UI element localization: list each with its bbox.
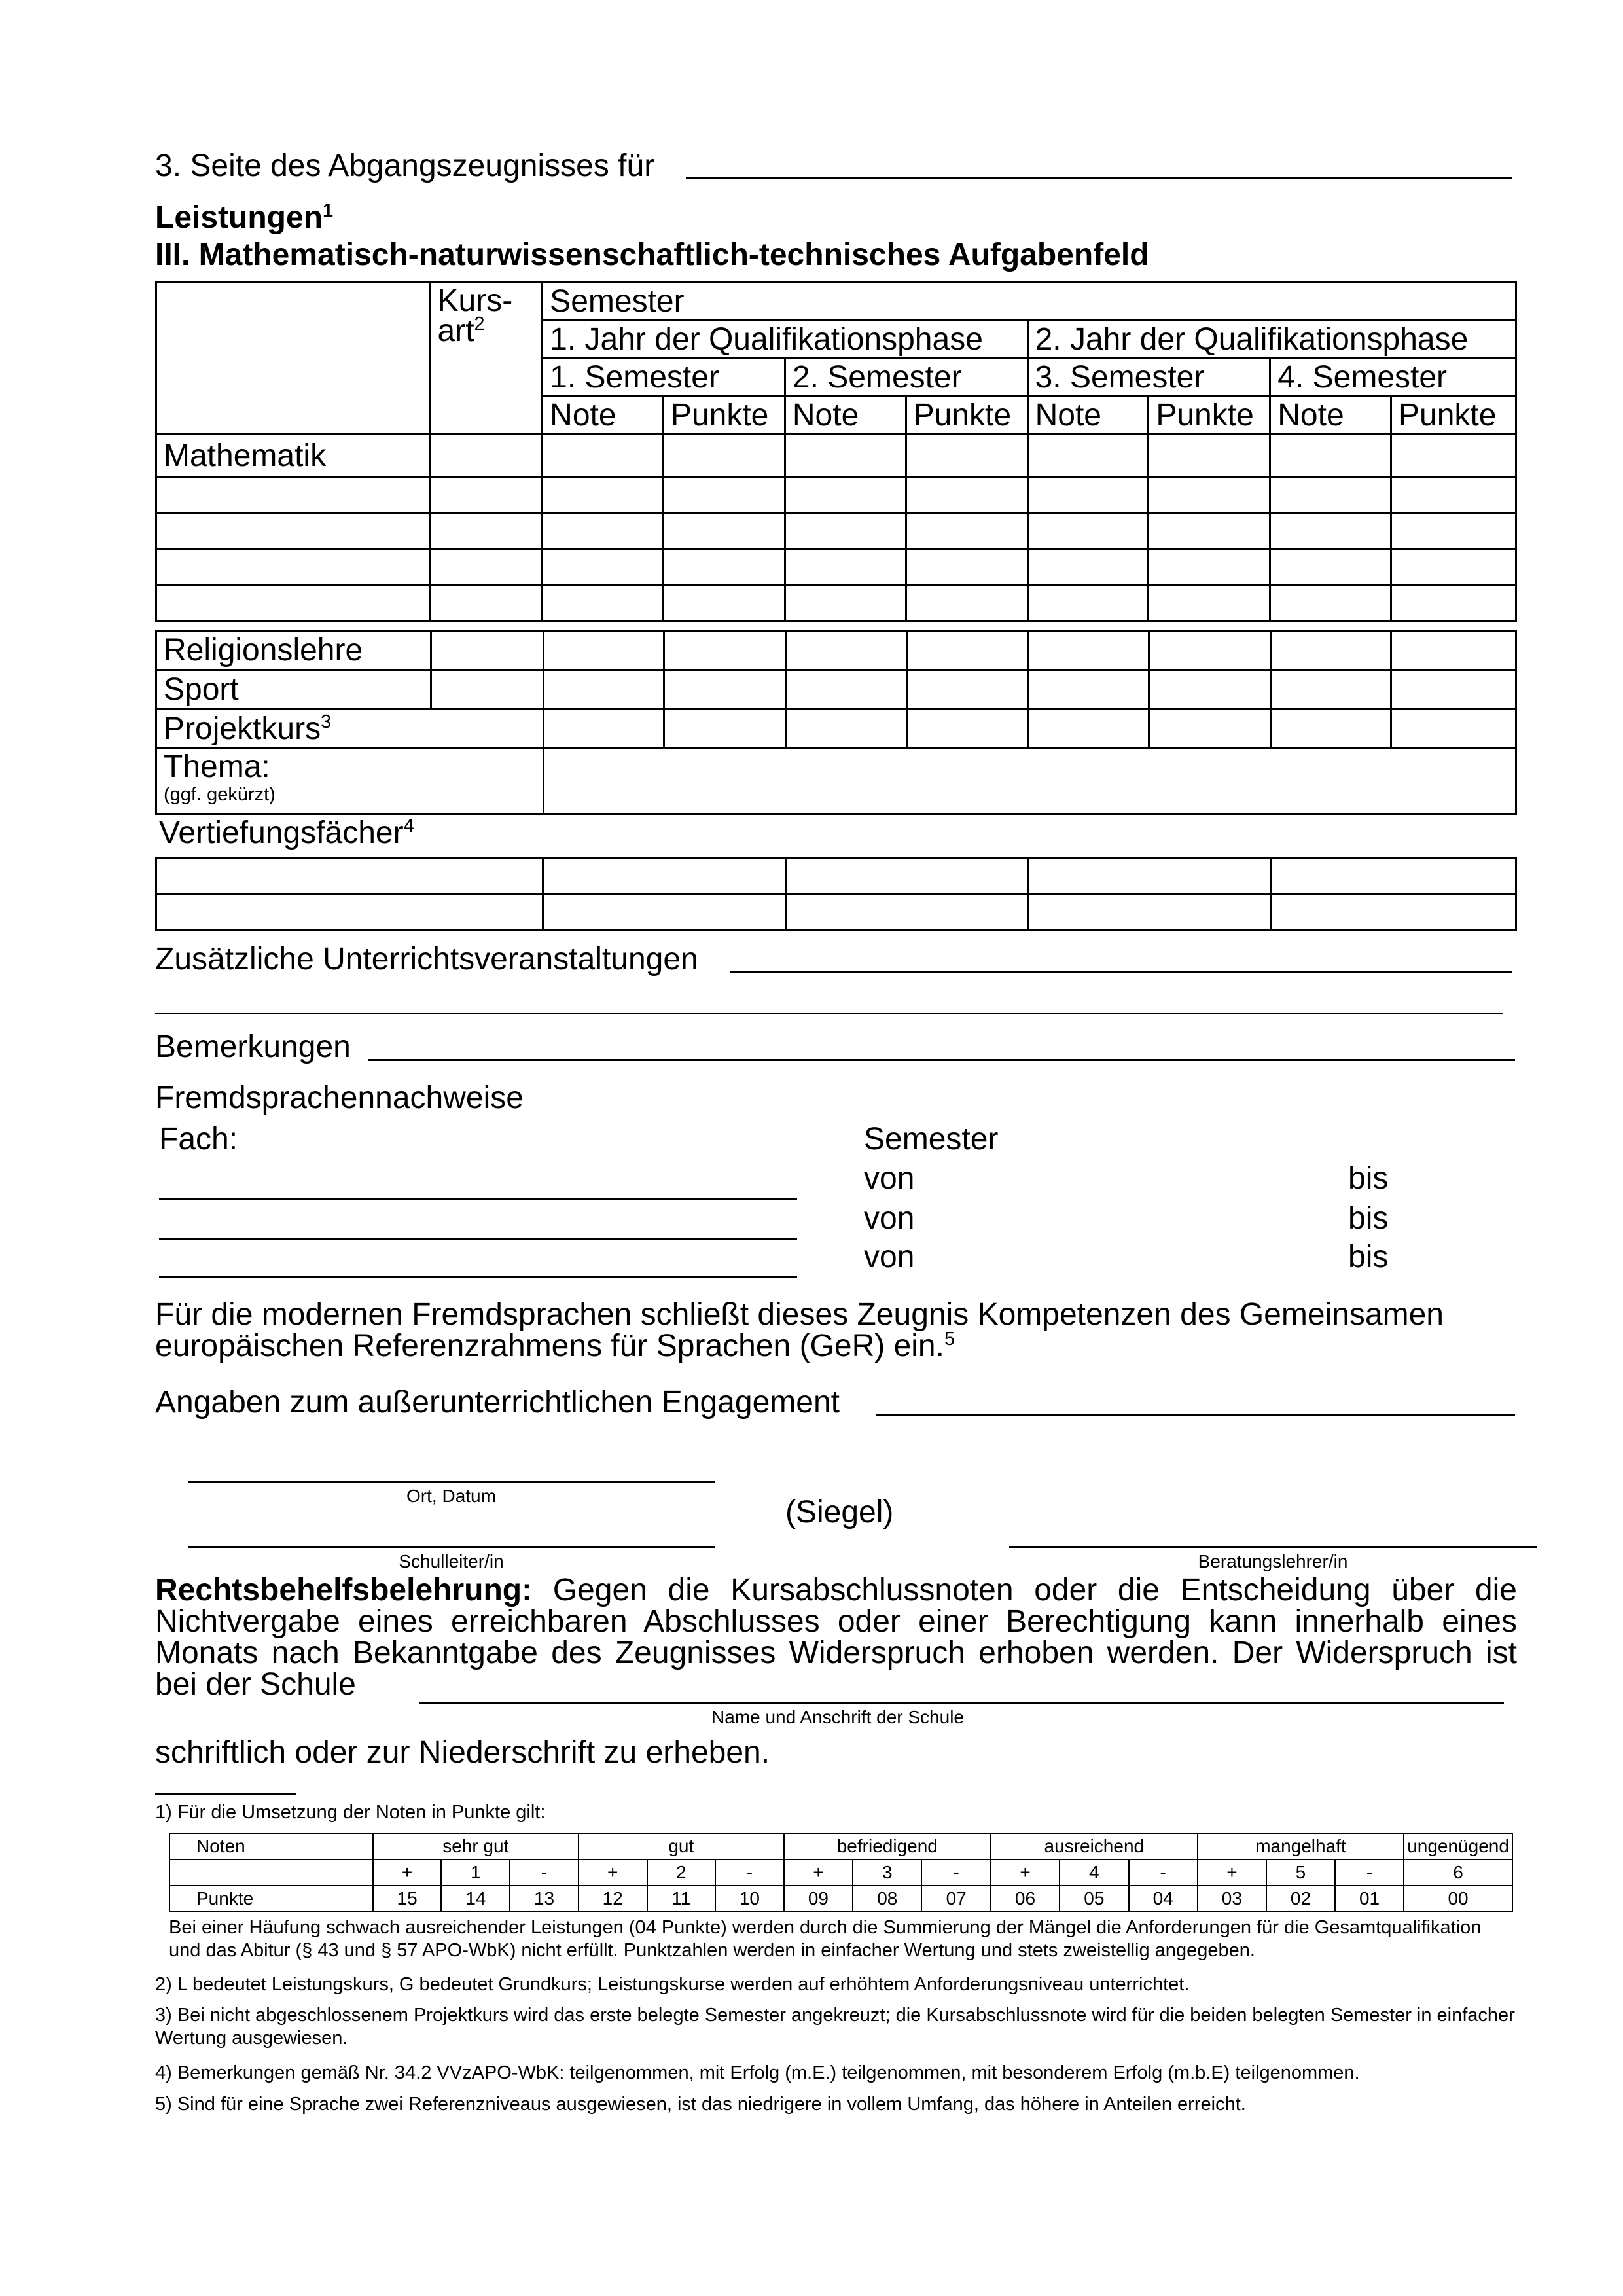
table-row — [156, 895, 1516, 931]
punkte-header: Punkte — [906, 397, 1027, 435]
semester-3-header: 3. Semester — [1027, 359, 1270, 397]
grade-cell[interactable] — [543, 435, 664, 477]
grade-cell[interactable] — [1270, 709, 1391, 749]
vertiefung-cell[interactable] — [543, 895, 785, 931]
kursart-header: Kurs-art$^2$ — [430, 283, 543, 435]
points-cell[interactable] — [663, 585, 785, 621]
points-value: 15 — [373, 1886, 442, 1912]
sign-cell: 1 — [441, 1859, 510, 1886]
table-row — [156, 749, 1516, 814]
points-cell[interactable] — [1391, 585, 1516, 621]
engagement-label: Angaben zum außerunterrichtlichen Engagement — [155, 1385, 840, 1420]
ort-datum-caption: Ort, Datum — [406, 1486, 496, 1506]
von-label: von — [864, 1161, 915, 1196]
vertiefung-cell[interactable] — [785, 895, 1027, 931]
vertiefung-cell[interactable] — [1270, 859, 1516, 895]
grade-cell[interactable] — [1270, 549, 1391, 585]
grade-cell[interactable] — [785, 709, 906, 749]
points-cell[interactable] — [663, 549, 785, 585]
grade-cell[interactable] — [543, 513, 664, 549]
points-value: 09 — [784, 1886, 853, 1912]
table-row — [156, 670, 1516, 709]
subject-cell: Religionslehre — [156, 631, 431, 670]
subject-cell[interactable] — [156, 513, 431, 549]
points-cell[interactable] — [1149, 435, 1270, 477]
footnote-3: 3) Bei nicht abgeschlossenem Projektkurs wird das erste belegte Semester angekreuzt; die Kursabschlussnote wird für die beiden belegten Semester in einfacher Wertung ausgewiesen. — [155, 2005, 1515, 2049]
subject-cell[interactable] — [156, 549, 431, 585]
grade-cell[interactable] — [1028, 631, 1149, 670]
year2-header: 2. Jahr der Qualifikationsphase — [1027, 321, 1516, 359]
schulleiter-caption: Schulleiter/in — [399, 1551, 504, 1571]
points-cell[interactable] — [1391, 631, 1516, 670]
grade-ausreichend: ausreichend — [991, 1833, 1198, 1859]
engagement-line[interactable] — [876, 1414, 1515, 1416]
grade-cell[interactable] — [1270, 631, 1391, 670]
points-cell[interactable] — [1149, 549, 1270, 585]
points-value: 01 — [1335, 1886, 1404, 1912]
fach-label: Fach: — [159, 1122, 238, 1157]
fach-line-1[interactable] — [159, 1198, 797, 1200]
grade-ungenuegend: ungenügend — [1404, 1833, 1512, 1859]
schulleiter-line[interactable] — [188, 1546, 715, 1548]
ort-datum-line[interactable] — [188, 1481, 715, 1483]
note-header: Note — [1027, 397, 1149, 435]
points-cell[interactable] — [906, 549, 1027, 585]
kursart-cell[interactable] — [430, 435, 543, 477]
rechtsbehelf-paragraph: Rechtsbehelfsbelehrung: Gegen die Kursabschlussnoten oder die Entscheidung über die Nichtvergabe eines erreichbaren Abschlusses oder einer Berechtigung kann innerhalb eines Monats nach Bekanntgabe des Zeugnisses Widerspruch erhoben werden. Der Widerspruch ist bei der Schule — [155, 1573, 1517, 1702]
grade-cell[interactable] — [1028, 709, 1149, 749]
points-value: 12 — [579, 1886, 647, 1912]
vertiefung-cell[interactable] — [543, 859, 785, 895]
grade-cell[interactable] — [1027, 549, 1149, 585]
points-value: 13 — [510, 1886, 579, 1912]
sign-cell: + — [991, 1859, 1060, 1886]
subject-header-cell — [156, 283, 431, 435]
recipient-name-line[interactable] — [686, 177, 1512, 179]
zusaetzlich-label: Zusätzliche Unterrichtsveranstaltungen — [155, 942, 698, 977]
subject-cell: Projektkurs$^3$ — [156, 709, 544, 749]
footnote-1-text: Bei einer Häufung schwach ausreichender Leistungen (04 Punkte) werden durch die Summierung der Mängel die Anforderungen für die Gesamtqualifikation und das Abitur (§ 43 und § 57 APO-WbK) nicht erfüllt. Punktzahlen werden in einfacher Wertung und stets zweistellig angegeben. — [169, 1917, 1482, 1961]
punkte-header: Punkte — [1391, 397, 1516, 435]
vertiefung-cell[interactable] — [1270, 895, 1516, 931]
semester-1-header: 1. Semester — [543, 359, 785, 397]
points-cell[interactable] — [1391, 670, 1516, 709]
subject-cell: Sport — [156, 670, 431, 709]
punkte-header: Punkte — [663, 397, 785, 435]
grade-cell[interactable] — [785, 513, 906, 549]
grade-cell[interactable] — [1028, 670, 1149, 709]
points-cell[interactable] — [906, 513, 1027, 549]
footnote-4: 4) Bemerkungen gemäß Nr. 34.2 VVzAPO-WbK: teilgenommen, mit Erfolg (m.E.) teilgenommen, mit besonderem Erfolg (m.b.E) teilgenommen. — [155, 2062, 1360, 2083]
points-cell[interactable] — [1391, 549, 1516, 585]
beratung-caption: Beratungslehrer/in — [1198, 1551, 1348, 1571]
grade-cell[interactable] — [1270, 585, 1391, 621]
points-value: 10 — [715, 1886, 784, 1912]
footnote-5: 5) Sind für eine Sprache zwei Referenzniveaus ausgewiesen, ist das niedrigere in vollem Umfang, das höhere in Anteilen erreicht. — [155, 2094, 1246, 2115]
zusaetzlich-line[interactable] — [730, 971, 1512, 973]
subject-cell[interactable] — [156, 477, 431, 513]
grade-cell[interactable] — [543, 631, 664, 670]
grade-mangelhaft: mangelhaft — [1198, 1833, 1404, 1859]
grade-cell[interactable] — [1027, 585, 1149, 621]
sign-cell: + — [373, 1859, 442, 1886]
thema-label-cell: Thema: (ggf. gekürzt) — [156, 749, 544, 814]
points-cell[interactable] — [663, 513, 785, 549]
bemerkungen-line[interactable] — [368, 1059, 1515, 1061]
grade-cell[interactable] — [785, 670, 906, 709]
kursart-cell[interactable] — [430, 549, 543, 585]
grade-cell[interactable] — [1270, 477, 1391, 513]
semester-2-header: 2. Semester — [785, 359, 1027, 397]
kursart-cell[interactable] — [430, 513, 543, 549]
beratung-line[interactable] — [1009, 1546, 1537, 1548]
points-cell[interactable] — [663, 477, 785, 513]
points-cell[interactable] — [1149, 631, 1270, 670]
sign-cell: 3 — [853, 1859, 921, 1886]
grades-table — [155, 281, 1517, 622]
points-cell[interactable] — [664, 670, 786, 709]
vertiefung-cell[interactable] — [1028, 859, 1270, 895]
points-value: 02 — [1266, 1886, 1335, 1912]
grade-cell[interactable] — [543, 549, 664, 585]
vertiefung-label: Vertiefungsfächer$^4$ — [159, 816, 414, 850]
points-cell[interactable] — [1149, 477, 1270, 513]
grade-cell[interactable] — [785, 549, 906, 585]
sign-cell: 6 — [1404, 1859, 1512, 1886]
year1-header: 1. Jahr der Qualifikationsphase — [543, 321, 1027, 359]
bis-label: bis — [1348, 1240, 1389, 1274]
grade-cell[interactable] — [1027, 435, 1149, 477]
grade-cell[interactable] — [785, 631, 906, 670]
vertiefung-cell[interactable] — [156, 859, 543, 895]
bis-label: bis — [1348, 1201, 1389, 1236]
fach-line-3[interactable] — [159, 1276, 797, 1278]
vertiefung-cell[interactable] — [1028, 895, 1270, 931]
subject-cell: Mathematik — [156, 435, 431, 477]
vertiefung-cell[interactable] — [785, 859, 1027, 895]
sign-cell: - — [921, 1859, 990, 1886]
grade-gut: gut — [579, 1833, 784, 1859]
points-cell[interactable] — [663, 435, 785, 477]
sign-cell: + — [784, 1859, 853, 1886]
points-cell[interactable] — [1149, 670, 1270, 709]
semester-label: Semester — [864, 1122, 999, 1157]
points-cell[interactable] — [1149, 585, 1270, 621]
sign-cell: + — [1198, 1859, 1266, 1886]
note-header: Note — [1270, 397, 1391, 435]
schule-line[interactable] — [419, 1702, 1504, 1704]
page-heading: 3. Seite des Abgangszeugnisses für — [155, 149, 655, 183]
points-value: 04 — [1129, 1886, 1198, 1912]
table-row — [156, 435, 1516, 477]
footnote-1: 1) Für die Umsetzung der Noten in Punkte gilt: — [155, 1802, 546, 1823]
grade-cell[interactable] — [1270, 513, 1391, 549]
points-value: 00 — [1404, 1886, 1512, 1912]
sign-cell: - — [1335, 1859, 1404, 1886]
table-row — [156, 709, 1516, 749]
points-cell[interactable] — [1391, 709, 1516, 749]
points-value: 03 — [1198, 1886, 1266, 1912]
points-cell[interactable] — [906, 435, 1027, 477]
points-cell[interactable] — [906, 670, 1028, 709]
fach-line-2[interactable] — [159, 1238, 797, 1240]
points-value: 07 — [921, 1886, 990, 1912]
points-cell[interactable] — [906, 631, 1028, 670]
grade-cell[interactable] — [543, 477, 664, 513]
grade-cell[interactable] — [1027, 477, 1149, 513]
points-value: 06 — [991, 1886, 1060, 1912]
points-value: 14 — [441, 1886, 510, 1912]
semester-4-header: 4. Semester — [1270, 359, 1516, 397]
grade-cell[interactable] — [1027, 513, 1149, 549]
points-cell[interactable] — [906, 709, 1028, 749]
von-label: von — [864, 1240, 915, 1274]
sign-cell: + — [579, 1859, 647, 1886]
sign-cell: 4 — [1060, 1859, 1128, 1886]
sign-cell: 5 — [1266, 1859, 1335, 1886]
grade-cell[interactable] — [1270, 435, 1391, 477]
bemerkungen-label: Bemerkungen — [155, 1030, 351, 1064]
points-value: 08 — [853, 1886, 921, 1912]
points-value: 11 — [647, 1886, 716, 1912]
siegel-label: (Siegel) — [785, 1495, 894, 1530]
sign-cell: - — [1129, 1859, 1198, 1886]
grade-cell[interactable] — [785, 477, 906, 513]
vertiefung-table — [155, 857, 1517, 931]
fremdsprachen-title: Fremdsprachennachweise — [155, 1081, 524, 1115]
thema-input[interactable] — [543, 749, 1516, 814]
kursart-cell[interactable] — [430, 477, 543, 513]
points-cell[interactable] — [1391, 435, 1516, 477]
table-row — [156, 859, 1516, 895]
points-cell[interactable] — [1149, 709, 1270, 749]
grade-cell[interactable] — [1270, 670, 1391, 709]
ger-paragraph: Für die modernen Fremdsprachen schließt dieses Zeugnis Kompetenzen des Gemeinsamen europäischen Referenzrahmens für Sprachen (GeR) ein.$^5$ — [155, 1297, 1444, 1363]
grade-cell[interactable] — [543, 585, 664, 621]
points-cell[interactable] — [906, 585, 1027, 621]
points-cell[interactable] — [906, 477, 1027, 513]
sign-cell: - — [510, 1859, 579, 1886]
empty-cell — [169, 1859, 373, 1886]
points-cell[interactable] — [1149, 513, 1270, 549]
field-title: III. Mathematisch-naturwissenschaftlich-technisches Aufgabenfeld — [155, 238, 1149, 272]
punkte-header: Punkte — [1149, 397, 1270, 435]
zusaetzlich-line-2[interactable] — [155, 1013, 1503, 1014]
table-row — [156, 631, 1516, 670]
points-cell[interactable] — [1391, 477, 1516, 513]
kursart-cell[interactable] — [430, 585, 543, 621]
additional-subjects-table — [155, 630, 1517, 815]
grade-conversion-table — [169, 1833, 1513, 1912]
kursart-cell[interactable] — [431, 670, 543, 709]
rechtsbehelf-end: schriftlich oder zur Niederschrift zu erheben. — [155, 1735, 770, 1770]
sign-cell: - — [715, 1859, 784, 1886]
punkte-header: Punkte — [169, 1886, 373, 1912]
kursart-cell[interactable] — [431, 631, 543, 670]
noten-header: Noten — [169, 1833, 373, 1859]
points-cell[interactable] — [664, 709, 786, 749]
sign-cell: 2 — [647, 1859, 716, 1886]
grade-sehr-gut: sehr gut — [373, 1833, 579, 1859]
points-cell[interactable] — [1391, 513, 1516, 549]
grade-cell[interactable] — [785, 585, 906, 621]
grade-cell[interactable] — [543, 670, 664, 709]
vertiefung-cell[interactable] — [156, 895, 543, 931]
schule-caption: Name und Anschrift der Schule — [711, 1707, 964, 1727]
points-value: 05 — [1060, 1886, 1128, 1912]
table-row — [156, 549, 1516, 585]
points-cell[interactable] — [664, 631, 786, 670]
grade-cell[interactable] — [543, 709, 664, 749]
table-row — [156, 477, 1516, 513]
grade-befriedigend: befriedigend — [784, 1833, 991, 1859]
semester-header: Semester — [543, 283, 1516, 321]
table-row — [156, 585, 1516, 621]
grade-cell[interactable] — [785, 435, 906, 477]
table-row — [156, 513, 1516, 549]
von-label: von — [864, 1201, 915, 1236]
subject-cell[interactable] — [156, 585, 431, 621]
footnote-separator — [155, 1793, 296, 1795]
note-header: Note — [785, 397, 906, 435]
footnote-2: 2) L bedeutet Leistungskurs, G bedeutet Grundkurs; Leistungskurse werden auf erhöhtem Anforderungsniveau unterrichtet. — [155, 1974, 1190, 1995]
bis-label: bis — [1348, 1161, 1389, 1196]
note-header: Note — [543, 397, 664, 435]
section-title: Leistungen$^1$ — [155, 200, 334, 235]
